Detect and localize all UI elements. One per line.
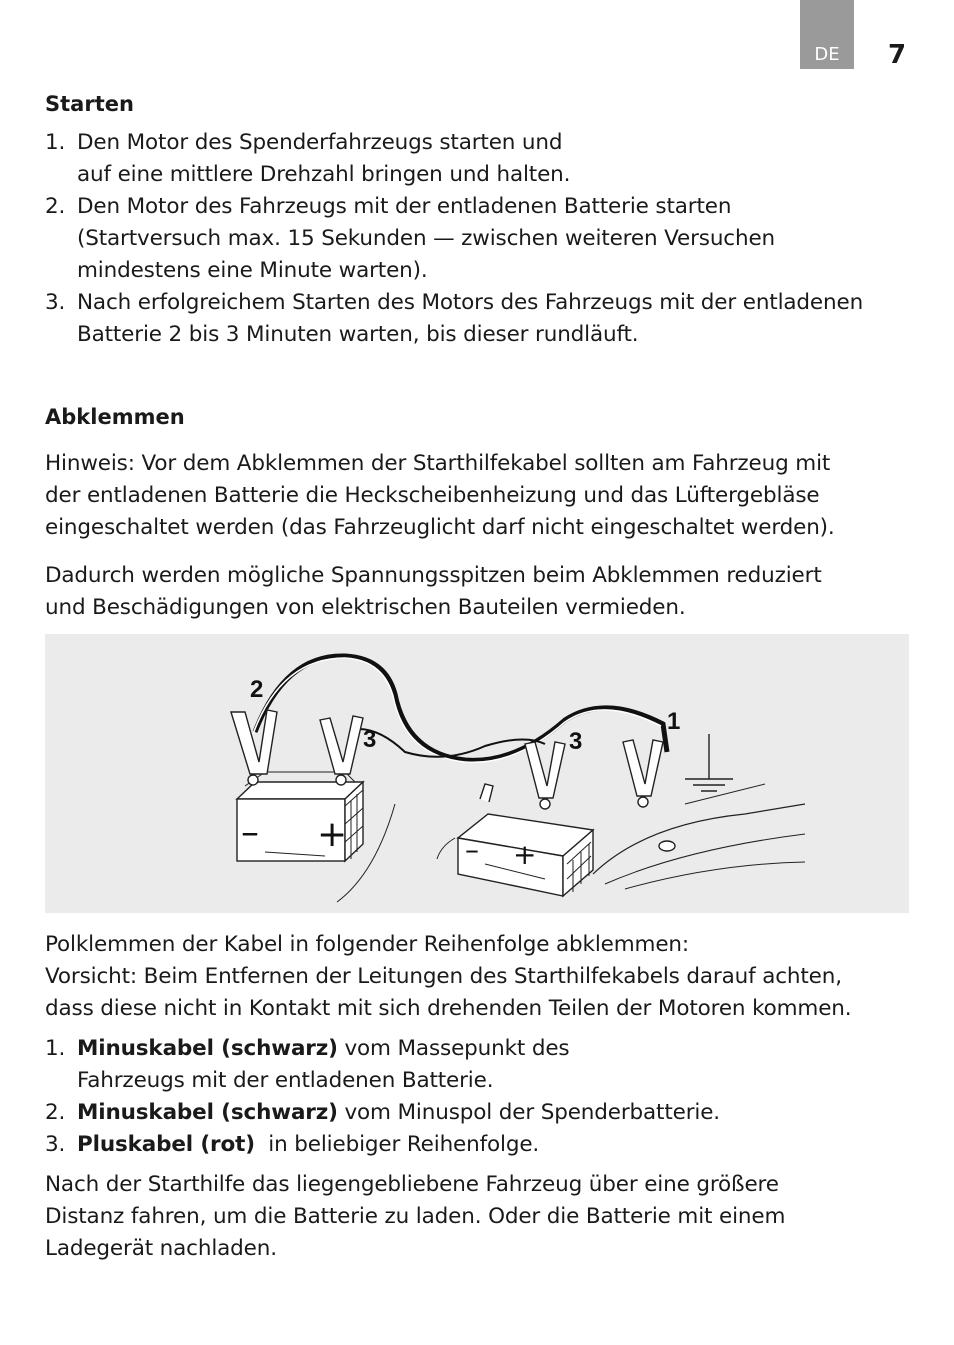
list-item — [45, 1097, 720, 1129]
list-number: 2. — [45, 1100, 66, 1125]
list-line: auf eine mittlere Drehzahl bringen und halten. — [77, 162, 571, 187]
text-line: Distanz fahren, um die Batterie zu laden. Oder die Batterie mit einem — [45, 1204, 786, 1229]
list-line: Den Motor des Spenderfahrzeugs starten und — [77, 130, 563, 155]
plus-sign-left: + — [317, 814, 348, 855]
step-emphasis: Minuskabel (schwarz) — [77, 1036, 338, 1061]
step-text: vom Massepunkt des — [337, 1036, 570, 1061]
list-number: 2. — [45, 194, 66, 219]
label-3-left: 3 — [363, 726, 377, 753]
label-1: 1 — [667, 708, 681, 735]
text-line: dass diese nicht in Kontakt mit sich drehenden Teilen der Motoren kommen. — [45, 996, 852, 1021]
minus-sign-right: – — [465, 833, 479, 866]
list-number: 3. — [45, 290, 66, 315]
text-line: und Beschädigungen von elektrischen Bauteilen vermieden. — [45, 595, 686, 620]
label-2: 2 — [250, 676, 264, 703]
text-line: Nach der Starthilfe das liegengebliebene Fahrzeug über eine größere — [45, 1172, 779, 1197]
illustration-drawing — [45, 634, 909, 913]
step-emphasis: Minuskabel (schwarz) — [77, 1100, 338, 1125]
list-line: (Startversuch max. 15 Sekunden — zwischen weiteren Versuchen — [77, 226, 776, 251]
jumper-cable-illustration — [45, 634, 909, 913]
list-line: Fahrzeugs mit der entladenen Batterie. — [77, 1068, 494, 1093]
list-item — [45, 191, 863, 287]
list-line: Batterie 2 bis 3 Minuten warten, bis dieser rundläuft. — [77, 322, 639, 347]
removal-steps — [45, 1033, 720, 1161]
minus-sign-left: – — [241, 812, 259, 853]
list-item — [45, 1129, 720, 1161]
section-heading-starten: Starten — [45, 92, 134, 116]
text-line: Ladegerät nachladen. — [45, 1236, 277, 1261]
list-item — [45, 127, 863, 191]
step-text: vom Minuspol der Spenderbatterie. — [337, 1100, 720, 1125]
language-tab — [800, 0, 854, 69]
plus-sign-right: + — [513, 838, 537, 871]
list-number: 1. — [45, 130, 66, 155]
language-label: DE — [814, 44, 840, 65]
step-emphasis: Pluskabel (rot) — [77, 1132, 255, 1157]
label-3-right: 3 — [569, 728, 583, 755]
step-text: in beliebiger Reihenfolge. — [254, 1132, 540, 1157]
text-line: der entladenen Batterie die Heckscheibenheizung und das Lüftergebläse — [45, 483, 820, 508]
list-number: 3. — [45, 1132, 66, 1157]
removal-intro — [45, 929, 851, 1025]
list-number: 1. — [45, 1036, 66, 1061]
list-line: mindestens eine Minute warten). — [77, 258, 428, 283]
text-line: Vorsicht: Beim Entfernen der Leitungen des Starthilfekabels darauf achten, — [45, 964, 842, 989]
section-heading-abklemmen: Abklemmen — [45, 405, 185, 429]
text-line: Dadurch werden mögliche Spannungsspitzen beim Abklemmen reduziert — [45, 563, 822, 588]
list-line: Den Motor des Fahrzeugs mit der entladenen Batterie starten — [77, 194, 732, 219]
list-item — [45, 1033, 720, 1097]
hint-paragraph — [45, 448, 835, 544]
starten-steps — [45, 127, 863, 351]
reason-paragraph — [45, 560, 822, 624]
final-paragraph — [45, 1169, 785, 1265]
list-line: Nach erfolgreichem Starten des Motors des Fahrzeugs mit der entladenen — [77, 290, 864, 315]
text-line: eingeschaltet werden (das Fahrzeuglicht darf nicht eingeschaltet werden). — [45, 515, 835, 540]
text-line: Polklemmen der Kabel in folgender Reihenfolge abklemmen: — [45, 932, 689, 957]
text-line: Hinweis: Vor dem Abklemmen der Starthilfekabel sollten am Fahrzeug mit — [45, 451, 831, 476]
page-number: 7 — [888, 40, 907, 70]
list-item — [45, 287, 863, 351]
